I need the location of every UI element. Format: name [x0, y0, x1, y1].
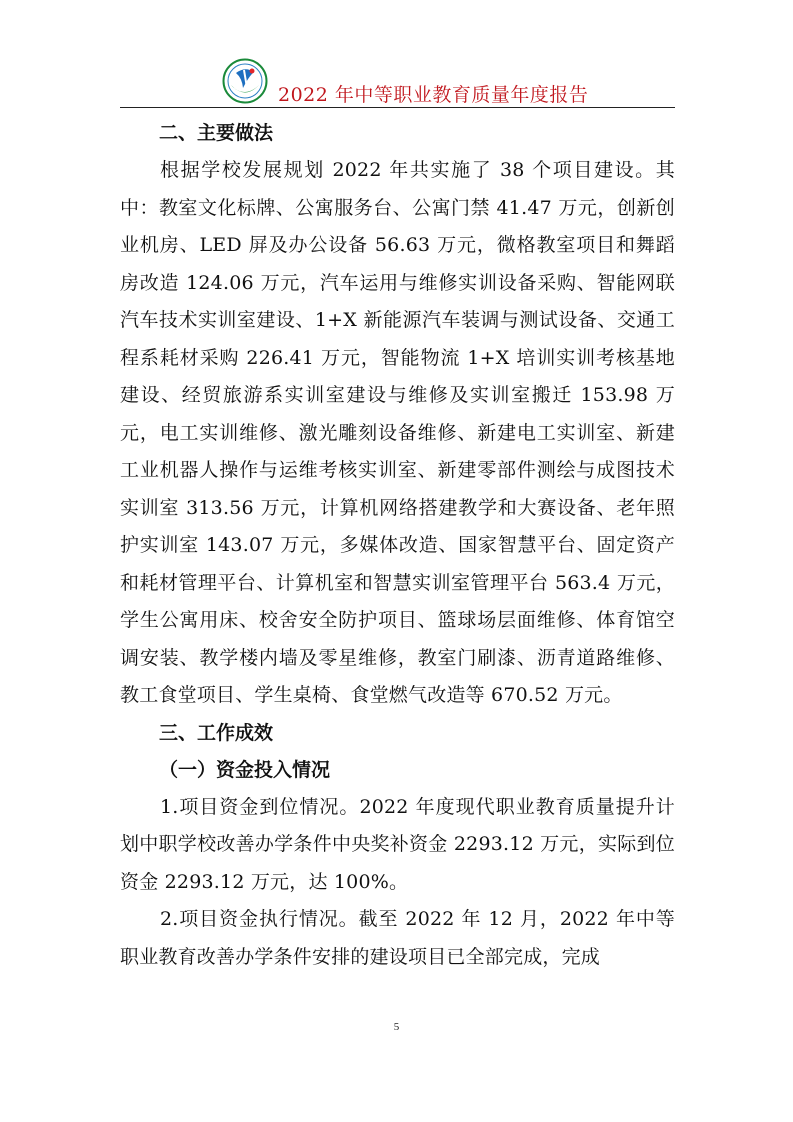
- paragraph-funding-execution: 2.项目资金执行情况。截至 2022 年 12 月，2022 年中等职业教育改善办学条件安排的建设项目已全部完成，完成: [120, 908, 675, 968]
- page-header: [120, 58, 675, 106]
- paragraph-funding-arrival: 1.项目资金到位情况。2022 年度现代职业教育质量提升计划中职学校改善办学条件中央奖补资金 2293.12 万元，实际到位资金 2293.12 万元，达 100%。: [120, 795, 675, 893]
- header-divider: [120, 107, 675, 108]
- paragraph-project-list: 根据学校发展规划 2022 年共实施了 38 个项目建设。其中：教室文化标牌、公寓服务台、公寓门禁 41.47 万元，创新创业机房、LED 屏及办公设备 56.63 万元，微格教室项目和舞蹈房改造 124.06 万元，汽车运用与维修实训设备采购、智能网联汽车技术实训室建设、1+X 新能源汽车装调与测试设备、交通工程系耗材采购 226.41 万元，智能物流 1+X 培训实训考核基地建设、经贸旅游系实训室建设与维修及实训室搬迁 153.98 万元，电工实训维修、激光雕刻设备维修、新建电工实训室、新建工业机器人操作与运维考核实训室、新建零部件测绘与成图技术实训室 313.56 万元，计算机网络搭建教学和大赛设备、老年照护实训室 143.07 万元，多媒体改造、国家智慧平台、固定资产和耗材管理平台、计算机室和智慧实训室管理平台 563.4 万元，学生公寓用床、校舍安全防护项目、篮球场层面维修、体育馆空调安装、教学楼内墙及零星维修，教室门刷漆、沥青道路维修、教工食堂项目、学生桌椅、食堂燃气改造等 670.52 万元。: [120, 159, 675, 706]
- page-number: 5: [393, 1021, 400, 1033]
- section-heading-work-results: 三、工作成效: [159, 721, 274, 744]
- section-heading-main-practices: 二、主要做法: [159, 122, 274, 144]
- report-title: 2022 年中等职业教育质量年度报告: [278, 84, 589, 106]
- school-emblem-icon: [222, 58, 268, 104]
- document-body: [120, 115, 675, 976]
- subsection-heading-funding: （一）资金投入情况: [159, 758, 331, 781]
